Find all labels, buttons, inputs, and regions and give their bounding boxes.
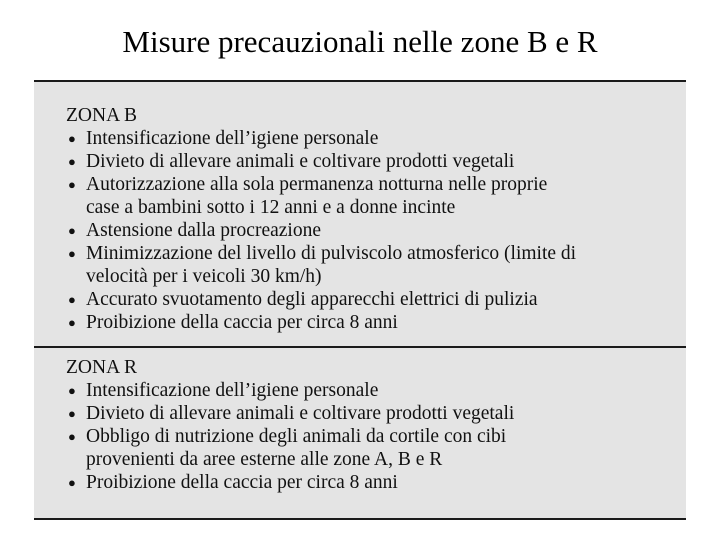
list-item-text: Divieto di allevare animali e coltivare prodotti vegetali (86, 151, 515, 172)
list-item-text: Obbligo di nutrizione degli animali da cortile con cibi (86, 426, 507, 447)
list-item-text: Astensione dalla procreazione (86, 220, 321, 241)
zone-b-list (60, 127, 670, 334)
bullet-icon: ● (68, 246, 76, 261)
bullet-icon: ● (68, 154, 76, 169)
list-item-text: Autorizzazione alla sola permanenza notturna nelle proprie (86, 174, 548, 195)
list-item (60, 402, 670, 425)
list-item-text: case a bambini sotto i 12 anni e a donne incinte (86, 197, 456, 218)
list-item (60, 471, 670, 494)
zone-b-section (60, 104, 670, 334)
zone-r-heading: ZONA R (66, 357, 137, 378)
bullet-icon: ● (68, 475, 76, 490)
list-item-text: Accurato svuotamento degli apparecchi elettrici di pulizia (86, 289, 538, 310)
bullet-icon: ● (68, 406, 76, 421)
zone-r-list (60, 379, 670, 494)
list-item (60, 379, 670, 402)
bullet-icon: ● (68, 223, 76, 238)
zone-r-section (60, 356, 670, 494)
list-item (60, 127, 670, 150)
bullet-icon: ● (68, 177, 76, 192)
zone-divider (34, 346, 686, 348)
list-item-text: Intensificazione dell’igiene personale (86, 380, 379, 401)
list-item (60, 150, 670, 173)
list-item-text: Minimizzazione del livello di pulviscolo atmosferico (limite di (86, 243, 577, 264)
bullet-icon: ● (68, 131, 76, 146)
list-item (60, 311, 670, 334)
list-item (60, 173, 670, 219)
bullet-icon: ● (68, 429, 76, 444)
list-item (60, 219, 670, 242)
list-item-text: provenienti da aree esterne alle zone A, B e R (86, 449, 443, 470)
bullet-icon: ● (68, 315, 76, 330)
zone-b-heading: ZONA B (66, 105, 137, 126)
list-item-text: Divieto di allevare animali e coltivare prodotti vegetali (86, 403, 515, 424)
list-item (60, 242, 670, 288)
list-item (60, 425, 670, 471)
list-item-text: Proibizione della caccia per circa 8 anni (86, 472, 398, 493)
list-item-text: Intensificazione dell’igiene personale (86, 128, 379, 149)
list-item-text: Proibizione della caccia per circa 8 anni (86, 312, 398, 333)
bullet-icon: ● (68, 383, 76, 398)
page-title: Misure precauzionali nelle zone B e R (122, 24, 598, 59)
bullet-icon: ● (68, 292, 76, 307)
list-item-text: velocità per i veicoli 30 km/h) (86, 266, 322, 287)
list-item (60, 288, 670, 311)
